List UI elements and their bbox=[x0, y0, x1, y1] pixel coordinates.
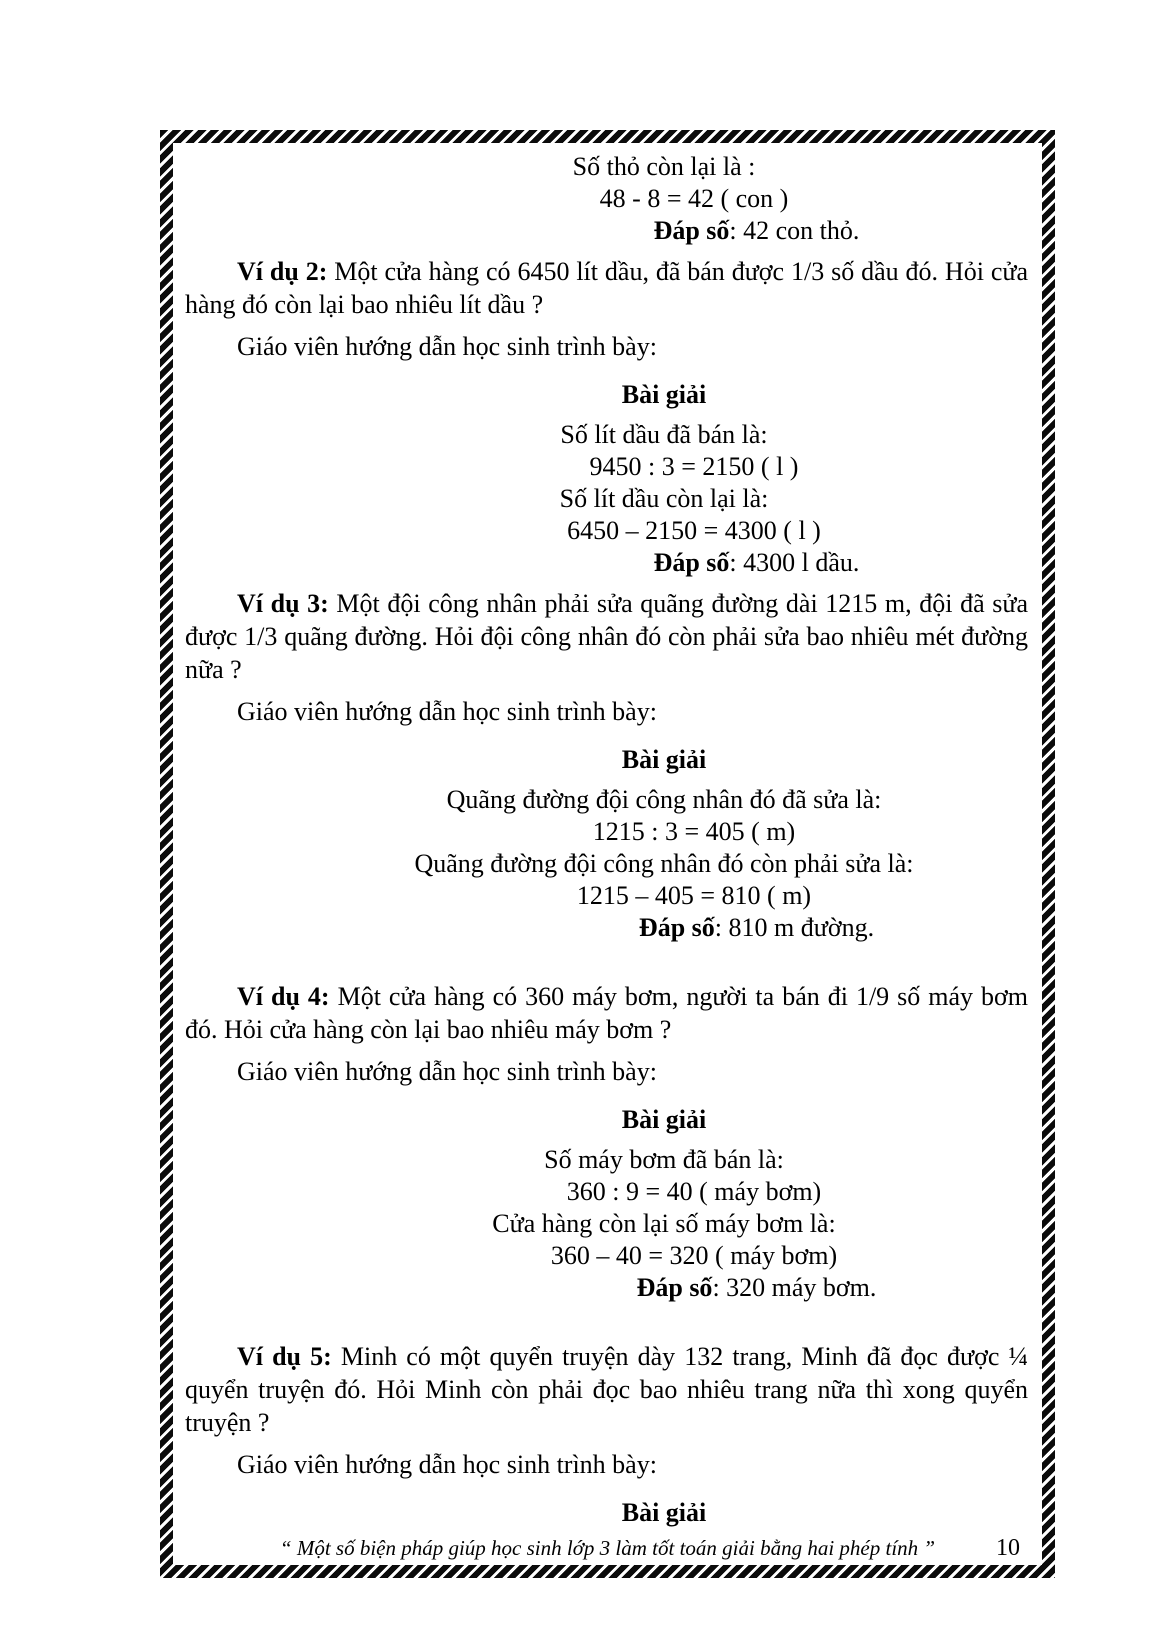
paragraph bbox=[185, 587, 1028, 686]
lead: Giáo viên hướng dẫn học sinh trình bày: bbox=[237, 1450, 657, 1479]
solution-eq: 48 - 8 = 42 ( con ) bbox=[599, 184, 789, 213]
page-number: 10 bbox=[996, 1535, 1020, 1561]
paragraph-text: Minh có một quyển truyện dày 132 trang, Minh đã đọc được ¼ quyển truyện đó. Hỏi Minh còn phải đọc bao nhiêu trang nữa thì xong quyển truyện ? bbox=[185, 1342, 1028, 1437]
solution-eq: 1215 : 3 = 405 ( m) bbox=[592, 817, 796, 846]
heading: Bài giải bbox=[621, 380, 707, 409]
paragraph-text: Một đội công nhân phải sửa quãng đường dài 1215 m, đội đã sửa được 1/3 quãng đường. Hỏi đội công nhân đó còn phải sửa bao nhiêu mét đường nữa ? bbox=[185, 589, 1028, 684]
paragraph-text: Một cửa hàng có 360 máy bơm, người ta bán đi 1/9 số máy bơm đó. Hỏi cửa hàng còn lại bao nhiêu máy bơm ? bbox=[185, 982, 1029, 1044]
paragraph-bold-prefix: Ví dụ 2: bbox=[237, 257, 328, 286]
paragraph-bold-prefix: Ví dụ 4: bbox=[237, 982, 330, 1011]
solution-label: Số lít dầu còn lại là: bbox=[559, 484, 769, 513]
solution-answer-bold-prefix: Đáp số bbox=[636, 1273, 713, 1302]
solution-label: Số lít dầu đã bán là: bbox=[560, 420, 768, 449]
solution-label: Số máy bơm đã bán là: bbox=[544, 1145, 784, 1174]
paragraph bbox=[185, 255, 1028, 321]
heading: Bài giải bbox=[621, 1105, 707, 1134]
solution-answer-text: : 42 con thỏ. bbox=[729, 216, 860, 245]
solution-answer-text: : 320 máy bơm. bbox=[712, 1273, 877, 1302]
paragraph-bold-prefix: Ví dụ 5: bbox=[237, 1342, 332, 1371]
paragraph bbox=[185, 1340, 1028, 1439]
paragraph-bold-prefix: Ví dụ 3: bbox=[237, 589, 329, 618]
solution-answer bbox=[185, 1272, 1028, 1304]
heading: Bài giải bbox=[621, 745, 707, 774]
solution-answer bbox=[185, 912, 1028, 944]
solution-eq: 6450 – 2150 = 4300 ( l ) bbox=[567, 516, 821, 545]
lead: Giáo viên hướng dẫn học sinh trình bày: bbox=[237, 1057, 657, 1086]
solution-eq: 1215 – 405 = 810 ( m) bbox=[576, 881, 812, 910]
solution-answer-text: : 810 m đường. bbox=[714, 913, 875, 942]
document-content bbox=[173, 143, 1042, 1565]
heading: Bài giải bbox=[621, 1498, 707, 1527]
solution-answer-text: : 4300 l dầu. bbox=[729, 548, 860, 577]
solution-label: Cửa hàng còn lại số máy bơm là: bbox=[492, 1209, 836, 1238]
solution-answer-bold-prefix: Đáp số bbox=[638, 913, 715, 942]
lead: Giáo viên hướng dẫn học sinh trình bày: bbox=[237, 697, 657, 726]
lead: Giáo viên hướng dẫn học sinh trình bày: bbox=[237, 332, 657, 361]
solution-eq: 360 – 40 = 320 ( máy bơm) bbox=[550, 1241, 838, 1270]
paragraph bbox=[185, 980, 1028, 1046]
page-footer bbox=[173, 1535, 1042, 1561]
solution-eq: 360 : 9 = 40 ( máy bơm) bbox=[566, 1177, 822, 1206]
solution-label: Số thỏ còn lại là : bbox=[572, 152, 756, 181]
solution-answer-bold-prefix: Đáp số bbox=[653, 216, 730, 245]
solution-answer-bold-prefix: Đáp số bbox=[653, 548, 730, 577]
solution-eq: 9450 : 3 = 2150 ( l ) bbox=[589, 452, 799, 481]
footer-quote: “ Một số biện pháp giúp học sinh lớp 3 làm tốt toán giải bằng hai phép tính ” bbox=[279, 1536, 936, 1560]
solution-label: Quãng đường đội công nhân đó đã sửa là: bbox=[446, 785, 882, 814]
paragraph-text: Một cửa hàng có 6450 lít dầu, đã bán được 1/3 số dầu đó. Hỏi cửa hàng đó còn lại bao nhiêu lít dầu ? bbox=[185, 257, 1028, 319]
hatched-border-frame bbox=[160, 130, 1055, 1578]
solution-label: Quãng đường đội công nhân đó còn phải sửa là: bbox=[414, 849, 914, 878]
solution-answer bbox=[185, 547, 1028, 579]
solution-answer bbox=[185, 215, 1028, 247]
